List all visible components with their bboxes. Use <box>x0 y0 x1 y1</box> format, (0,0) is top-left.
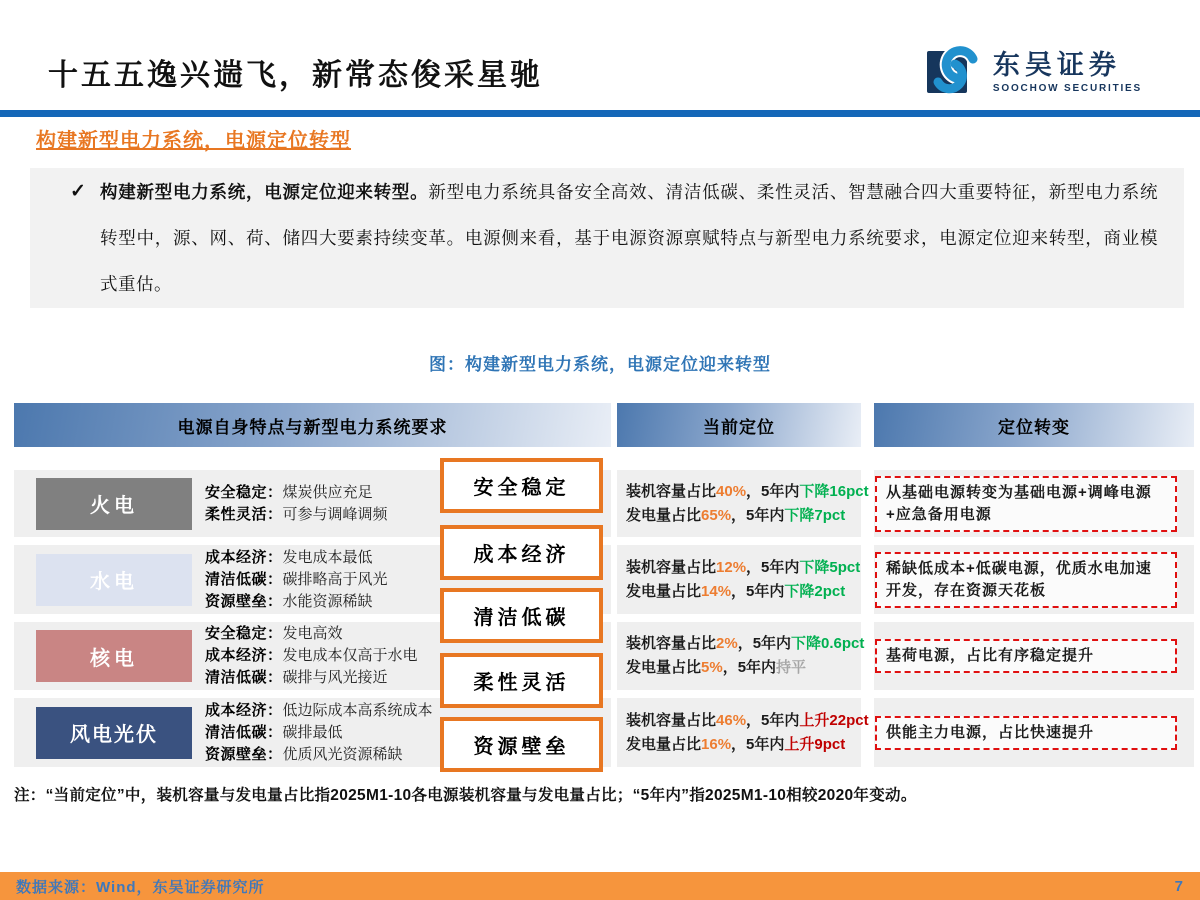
figure-title: 图：构建新型电力系统，电源定位迎来转型 <box>429 355 771 374</box>
feature-label: 安全稳定： <box>205 625 283 642</box>
generation-trend: 持平 <box>776 659 807 676</box>
feature-desc: 碳排最低 <box>282 723 343 741</box>
transition-box-hydro: 稀缺低成本+低碳电源，优质水电加速开发，存在资源天花板 <box>875 552 1177 608</box>
row-transition-wind-solar <box>874 698 1194 767</box>
header-divider <box>0 110 1200 117</box>
figure-note: 注：“当前定位”中，装机容量与发电量占比指2025M1-10各电源装机容量与发电量占比；“5年内”指2025M1-10相较2020年变动。 <box>14 787 917 804</box>
capacity-share: 46% <box>716 711 747 729</box>
generation-share: 5% <box>701 659 723 676</box>
check-icon: ✓ <box>70 181 87 202</box>
feature-desc: 发电高效 <box>282 625 343 642</box>
feature-desc: 发电成本仅高于水电 <box>282 647 418 664</box>
capacity-share: 12% <box>716 558 747 576</box>
generation-line: 发电量占比16%，5年内上升9pct <box>626 735 846 753</box>
feature-list-hydro <box>205 547 388 613</box>
page-title: 十五五逸兴遄飞，新常态俊采星驰 <box>48 58 543 93</box>
capacity-share: 40% <box>716 482 747 500</box>
feature-desc: 发电成本最低 <box>282 548 373 566</box>
footer-bar <box>0 872 1200 900</box>
capacity-trend: 下降0.6pct <box>791 635 865 652</box>
feature-desc: 低边际成本高系统成本 <box>282 701 433 719</box>
feature-label: 成本经济： <box>205 701 283 719</box>
company-logo <box>927 44 1142 101</box>
feature-desc: 煤炭供应充足 <box>282 483 373 501</box>
row-current-nuclear <box>617 622 865 690</box>
feature-list-thermal <box>205 482 388 526</box>
capacity-trend: 上升22pct <box>799 711 869 729</box>
feature-label: 资源壁垒： <box>205 745 283 763</box>
feature-label: 资源壁垒： <box>205 592 283 610</box>
capacity-line: 装机容量占比46%，5年内上升22pct <box>626 711 869 729</box>
row-current-hydro <box>617 545 861 614</box>
feature-label: 柔性灵活： <box>205 505 283 523</box>
capacity-trend: 下降16pct <box>799 482 869 500</box>
capacity-line: 装机容量占比12%，5年内下降5pct <box>626 558 861 576</box>
generation-trend: 下降7pct <box>784 506 846 524</box>
page-number: 7 <box>1174 877 1184 895</box>
feature-label: 清洁低碳： <box>205 723 283 741</box>
feature-list-wind-solar <box>205 700 433 766</box>
column-header-features: 电源自身特点与新型电力系统要求 <box>14 403 611 447</box>
requirement-box-safety-stability: 安全稳定 <box>440 458 603 513</box>
requirement-box-resource-barrier: 资源壁垒 <box>440 717 603 772</box>
feature-desc: 可参与调峰调频 <box>282 505 388 523</box>
transition-box-wind-solar: 供能主力电源，占比快速提升 <box>875 716 1177 750</box>
generation-line: 发电量占比5%，5年内持平 <box>626 659 807 676</box>
generation-trend: 下降2pct <box>784 582 846 600</box>
generation-share: 65% <box>701 506 732 524</box>
capacity-line: 装机容量占比2%，5年内下降0.6pct <box>626 635 865 652</box>
capacity-trend: 下降5pct <box>799 558 861 576</box>
summary-panel <box>30 168 1184 308</box>
feature-desc: 碳排与风光接近 <box>282 669 388 686</box>
column-header-transition: 定位转变 <box>874 403 1194 447</box>
logo-name-cn: 东吴证券 <box>992 49 1121 80</box>
data-source: 数据来源：Wind，东吴证券研究所 <box>16 878 265 896</box>
requirement-box-clean-low-carbon: 清洁低碳 <box>440 588 603 643</box>
requirement-box-flexibility: 柔性灵活 <box>440 653 603 708</box>
row-transition-hydro <box>874 545 1194 614</box>
feature-desc: 水能资源稀缺 <box>282 592 373 610</box>
logo-name-en: SOOCHOW SECURITIES <box>992 83 1142 95</box>
summary-lead: 构建新型电力系统，电源定位迎来转型。 <box>100 182 429 202</box>
soochow-logo-icon <box>927 44 983 101</box>
transition-box-nuclear: 基荷电源，占比有序稳定提升 <box>875 639 1177 673</box>
feature-desc: 优质风光资源稀缺 <box>282 745 403 763</box>
generation-share: 16% <box>701 735 732 753</box>
source-label-hydro: 水电 <box>36 554 192 606</box>
feature-label: 清洁低碳： <box>205 669 283 686</box>
feature-label: 成本经济： <box>205 548 283 566</box>
section-heading: 构建新型电力系统，电源定位转型 <box>36 130 351 152</box>
summary-body: 新型电力系统具备安全高效、清洁低碳、柔性灵活、智慧融合四大重要特征，新型电力系统转型中，源、网、荷、储四大要素持续变革。电源侧来看，基于电源资源禀赋特点与新型电力系统要求，电源定位迎来转型，商业模式重估。 <box>100 182 1158 294</box>
capacity-share: 2% <box>716 635 738 652</box>
generation-line: 发电量占比65%，5年内下降7pct <box>626 506 846 524</box>
summary-paragraph <box>70 169 1158 307</box>
transition-box-thermal: 从基础电源转变为基础电源+调峰电源+应急备用电源 <box>875 476 1177 532</box>
feature-label: 成本经济： <box>205 647 283 664</box>
row-current-thermal <box>617 470 869 537</box>
feature-label: 清洁低碳： <box>205 570 283 588</box>
source-label-wind-solar: 风电光伏 <box>36 707 192 759</box>
column-header-current: 当前定位 <box>617 403 861 447</box>
generation-line: 发电量占比14%，5年内下降2pct <box>626 582 846 600</box>
requirement-box-cost-economy: 成本经济 <box>440 525 603 580</box>
row-current-wind-solar <box>617 698 869 767</box>
feature-label: 安全稳定： <box>205 483 283 501</box>
feature-desc: 碳排略高于风光 <box>282 570 388 588</box>
source-label-thermal: 火电 <box>36 478 192 530</box>
generation-trend: 上升9pct <box>784 735 846 753</box>
generation-share: 14% <box>701 582 732 600</box>
capacity-line: 装机容量占比40%，5年内下降16pct <box>626 482 869 500</box>
source-label-nuclear: 核电 <box>36 630 192 682</box>
row-transition-thermal <box>874 470 1194 537</box>
logo-text <box>993 51 1142 95</box>
row-transition-nuclear <box>874 622 1194 690</box>
feature-list-nuclear <box>205 623 418 689</box>
